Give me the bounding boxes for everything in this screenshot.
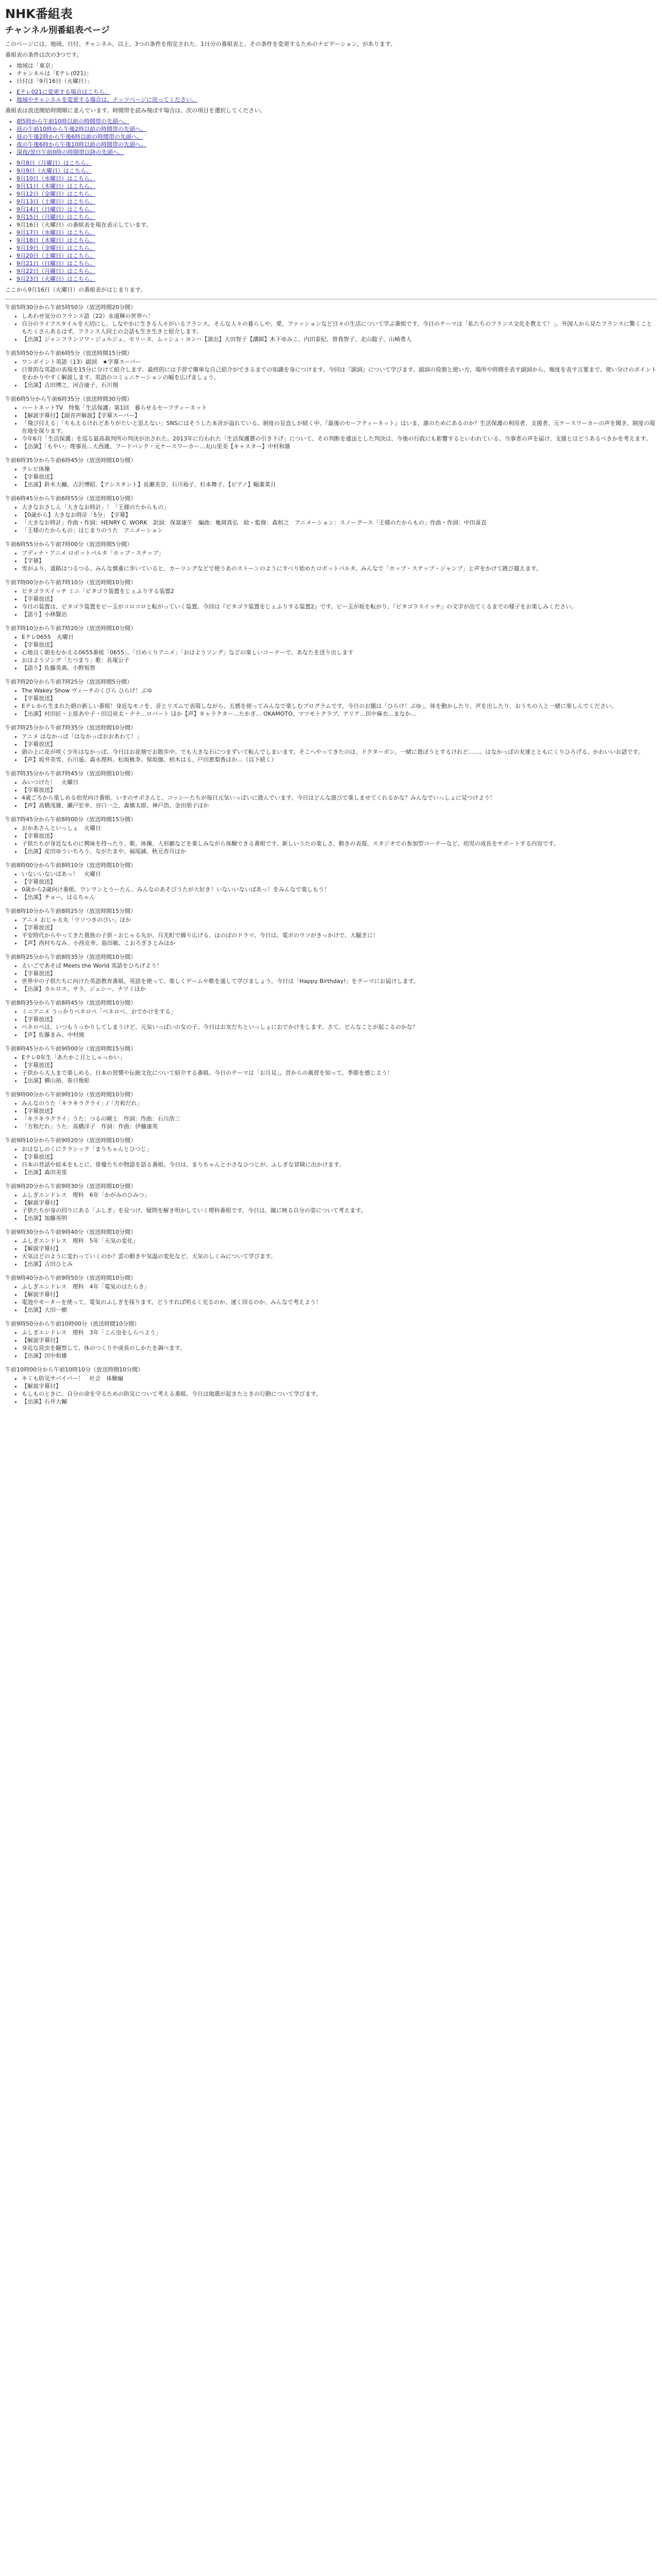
program-detail: • 【字幕放送】 <box>22 786 657 794</box>
program-detail: • 【声】西村ちなみ、小西克幸、島田敏、こおろぎさとみほか <box>22 939 657 947</box>
program-detail: • 【字幕放送】 <box>22 473 657 481</box>
program-title: • ピタゴラスイッチ ミニ「ピタゴラ装置をじぇふりする装置2 <box>22 587 657 595</box>
program-detail: • 世界中の子供たちに向けた英語教育番組。英語を使って、楽しくゲームや歌を通して学びましょう。今日は「Happy Birthday!」をテーマにお届けします。 <box>22 977 657 985</box>
program-time: 午前8時25分から午前8時35分（放送時間10分間） <box>5 954 136 960</box>
program-item <box>5 1045 657 1084</box>
program-details <box>14 733 657 764</box>
program-details <box>14 778 657 809</box>
program-time: 午前9時50分から午前10時00分（放送時間10分間） <box>5 1320 140 1327</box>
program-title: • ハートネットTV 特集「生活保護」第1回 暮らせるセーフティーネット <box>22 404 657 412</box>
program-time: 午前5時30分から午前5時50分（放送時間20分間） <box>5 304 136 311</box>
program-item <box>5 540 657 572</box>
program-time: 午前8時00分から午前8時10分（放送時間10分間） <box>5 862 136 869</box>
program-time: 午前6時35分から午前6時45分（放送時間10分間） <box>5 457 136 464</box>
program-detail: • 電池やモーターを使って、電気のふしぎを探ります。どうすれば明るく光るのか、速く回るのか、みんなで考えよう！ <box>22 1298 657 1306</box>
program-detail: • 【字幕放送】 <box>22 832 657 840</box>
program-detail: • ペネロペは、いつもうっかりしてしまうけど、元気いっぱいの女の子。今日はお友だちといっしょにおでかけをします。さて、どんなことが起こるのかな？ <box>22 1023 657 1031</box>
program-detail: • 「飛び付える」「ちもえるけれどありがたいと思えない」SNSにはそうした本音が溢れている。制度の見直しが続く中、『最後のセーフティーネット』はいま、誰のためにあるのか？生活保護の利用者、支援者、元ケースワーカーの声を聞き、制度の現在地を探ります。 <box>22 419 657 435</box>
date-link[interactable]: 9月21日（日曜日）はこちら。 <box>16 260 95 267</box>
program-details <box>14 1145 657 1176</box>
date-current: 9月16日（火曜日）の番組表を現在表示しています。 <box>16 222 152 228</box>
program-detail: • Eテレから生まれた朝の新しい番組！身近なモノを、音とリズムで表現しながら、五感を使ってみんなで楽しむプログラムです。今日のお題は「ひらけ！ぷゆ」。体を動かしたり、声を出したり、おうちの人と一緒に楽しんでください。 <box>22 702 657 710</box>
program-detail: • 【字幕放送】 <box>22 924 657 931</box>
time-link-evening[interactable]: 夜の午後6時から午後10時以前の時間帯の先頭へ。 <box>16 141 146 148</box>
program-time: 午前7時45分から午前8時00分（放送時間15分間） <box>5 816 136 823</box>
date-links <box>5 159 657 283</box>
program-time: 午前8時10分から午前8時25分（放送時間15分間） <box>5 908 136 914</box>
date-link[interactable]: 9月13日（土曜日）はこちら。 <box>16 198 95 205</box>
program-detail: • 今年6月「生活保護」を巡る最高裁判所の判決が出された。2013年に行われた「生活保護費の引き下げ」について、その判断を違法とした判決は、今後の行政にも影響するといわれている。当事者の声を届け、支援とはどうあるべきかを考えます。 <box>22 435 657 443</box>
program-list <box>5 303 657 1405</box>
program-details <box>14 587 657 618</box>
program-detail: • 今日の装置は、ピタゴラ装置をビー玉がコロコロと転がっていく装置。今回は『ピタゴラ装置をじぇふりする装置2』です。ビー玉が坂を転がり、『ピタゴラスイッチ』の文字が出てくるまでの様子をお楽しみください。 <box>22 603 657 611</box>
program-detail: • 子供たちが身近なものに興味を持ったり、歌、体操、人形劇などを楽しみながら体験できる番組です。新しいうたの楽しさ、動きの表現、スタジオでの参加型コーナーなど、幼児の成長をサポートする内容です。 <box>22 840 657 848</box>
program-time: 午前5時50分から午前6時5分（放送時間15分間） <box>5 350 133 357</box>
program-title: • The Wakey Show ヴィーチのくびら ひらけ！ぷゆ <box>22 687 657 694</box>
program-details <box>14 916 657 947</box>
program-item <box>5 861 657 901</box>
program-item <box>5 579 657 618</box>
date-link[interactable]: 9月18日（木曜日）はこちら。 <box>16 237 95 244</box>
program-detail: • 【声】佐藤まみ、中村綾 <box>22 1031 657 1039</box>
program-time: 午前7時00分から午前7時10分（放送時間10分間） <box>5 579 136 586</box>
program-time: 午前6時45分から午前6時55分（放送時間10分間） <box>5 495 136 502</box>
program-detail: • 【出演】大田一樹 <box>22 1306 657 1314</box>
date-link[interactable]: 9月17日（水曜日）はこちら。 <box>16 229 95 236</box>
date-link[interactable]: 9月10日（水曜日）はこちら。 <box>16 175 95 182</box>
program-detail: • 【解説字幕付】 <box>22 1336 657 1344</box>
program-details <box>14 1237 657 1268</box>
program-details <box>14 465 657 488</box>
program-detail: • 4歳ごろから楽しめる幼児向け番組。いすのサボさんと、コッシーたちが毎日元気いっぱいに遊んでいます。今日はどんな遊びで楽しませてくれるかな？みんなでいっしょに見つけよう！ <box>22 794 657 802</box>
program-title: • みんなのうた「キラキラクライ」/「方和だれ」 <box>22 1099 657 1107</box>
program-title: • Eテレ0655 火曜日 <box>22 633 657 641</box>
program-details <box>14 1375 657 1405</box>
program-item <box>5 953 657 993</box>
program-detail: • 【出演】森田美里 <box>22 1168 657 1176</box>
program-detail: • 【声】坂井美雪、石川遥、森永理科、松坂桃李、保坂伽、柏木はる、戸田恵梨香ほか…（以下続く） <box>22 756 657 764</box>
intro-description: このページには、地域、日付、チャンネル、以上、3つの条件を指定された、1日分の番組表と、その条件を変更するためのナビゲーション、があります。 <box>5 41 396 47</box>
program-details <box>14 633 657 672</box>
time-link-afternoon[interactable]: 昼の午後2時から午後6時以前の時間帯の先頭へ。 <box>16 133 143 140</box>
program-item <box>5 770 657 809</box>
program-item <box>5 349 657 389</box>
program-detail: • 【字幕放送】 <box>22 595 657 603</box>
program-detail: • 【出演】加藤英明 <box>22 1214 657 1222</box>
time-heading: 番組表は放送開始時間順に並んでいます。時間帯を読み飛ばす場合は、次の項目を選択してください。 <box>5 107 266 114</box>
program-detail: • 【字幕放送】 <box>22 1015 657 1023</box>
program-detail: • 雪がふり、道路はつるつる。みんな慎重に歩いていると、カーリングなどで使うあのストーンのようにすべり始めたロボットパルタ。みんなで「ホップ・ステップ・ジャンプ」と声をかけて跳び越えます。 <box>22 565 657 572</box>
program-time: 午前6時55分から午前7時00分（放送時間5分間） <box>5 541 133 548</box>
program-details <box>14 312 657 343</box>
program-detail: • 【語り】佐藤英典、小野坂智 <box>22 664 657 672</box>
back-to-top-link[interactable]: 地域やチャンネルを変更する場合は、ナッツページに戻ってください。 <box>16 96 197 103</box>
program-details <box>14 962 657 993</box>
program-details <box>14 1329 657 1360</box>
date-link[interactable]: 9月22日（月曜日）はこちら。 <box>16 268 95 275</box>
program-detail: • 子供たちが身の回りにある「ふしぎ」を見つけ、疑問を解き明かしていく理科番組です。今日は、鏡に映る自分の姿について考えます。 <box>22 1207 657 1214</box>
program-detail: • 【字幕放送】 <box>22 641 657 649</box>
program-detail: • 【解説字幕付】 <box>22 1291 657 1298</box>
program-time: 午前8時35分から午前8時45分（放送時間10分間） <box>5 999 136 1006</box>
program-details <box>14 358 657 389</box>
program-details <box>14 870 657 901</box>
program-time: 午前7時25分から午前7時35分（放送時間10分間） <box>5 724 136 731</box>
page-subtitle: チャンネル別番組表ページ <box>5 25 110 36</box>
program-details <box>14 549 657 572</box>
program-item <box>5 1137 657 1176</box>
program-detail: • 心地良く朝をむかえる0655番組「0655」。「日めくりアニメ」「おはようソング」などの楽しいコーナーで、あなたを送り出します <box>22 649 657 656</box>
program-title: • おかあさんといっしょ 火曜日 <box>22 824 657 832</box>
program-detail: • 【出演】カルロス、サラ、ジェシー、ナツミほか <box>22 985 657 993</box>
program-detail: • 「大きなお時計」作曲・作詞：HENRY C. WORK 訳詞：保富康午 編曲：亀岡真弘 絵・監修：森和之 アニメーション：スノーグース「王様のたからもの」作曲・作詞：中田喜直 <box>22 519 657 527</box>
program-detail: • 自分のライフスタイルを大切にし、しなやかに生きる人々がいるフランス。そんな人々の暮らしや、愛、ファッションなど日々の生活について学ぶ番組です。今日のテーマは「私たちのフランス文化を教えて！」。外国人から見たフランスに驚くこともたくさんあるはず。フランス人同士の会話も生き生きと紹介します。 <box>22 320 657 335</box>
program-title: • アニメ おじゃる丸「ウソつきのぴい」ほか <box>22 916 657 924</box>
time-slot-links <box>5 117 657 156</box>
program-detail: • 【声】高橋茂雄、瀬戸宏幸、谷口一之、森慎太郎、神戸浩、金田朋子ほか <box>22 802 657 809</box>
program-detail: • 【解説字幕付】【副音声解説】【字幕スーパー】 <box>22 412 657 419</box>
program-detail: • 「方和だれ」うた：高橋洋子 作詞：作曲：伊藤康英 <box>22 1123 657 1130</box>
program-detail: • 【字幕放送】 <box>22 878 657 886</box>
program-title: • Eテレ0年生「あたかこ月としゃっかい」 <box>22 1054 657 1061</box>
program-title: • キミも防災サバイバー！ 社会 体験編 <box>22 1375 657 1382</box>
time-link-night[interactable]: 深夜/翌日午前0時の時間帯以降の先頭へ。 <box>16 149 124 156</box>
program-item <box>5 456 657 488</box>
program-detail: • 「キラキラクライ」うた：つるの剛士 作詞：作曲：石川浩二 <box>22 1115 657 1123</box>
program-detail: • おはようソング「たつまり」歌：長塚公子 <box>22 656 657 664</box>
program-title: • 大きなおさしん「大きなお時計」！「王様のたからもの」 <box>22 503 657 511</box>
program-detail: • 【出演】花田ゆういちろう、ながたまや、福尾誠、秋元杏月ほか <box>22 848 657 855</box>
program-detail: • 頭の上に花が咲く少年はなかっぱ。今日はお花畑でお散歩中。でも大きな石につまずいて転んでしまいます。そこへやってきたのは、ドクターボン。一緒に遊ぼうとするけれど……。はなかっぱの友達とともにくりひろげる、かわいいお話です。 <box>22 748 657 756</box>
date-link[interactable]: 9月20日（土曜日）はこちら。 <box>16 252 95 259</box>
program-title: • いないいないばあっ！ 火曜日 <box>22 870 657 878</box>
program-item <box>5 1274 657 1314</box>
program-item <box>5 624 657 672</box>
program-detail: • 【解説字幕付】 <box>22 1382 657 1390</box>
program-detail: • 【字幕放送】 <box>22 1061 657 1069</box>
program-item <box>5 1091 657 1130</box>
program-title: • ブディナ・アニメ ロボットパルタ「ホップ・ステップ」 <box>22 549 657 557</box>
program-item <box>5 999 657 1039</box>
program-item <box>5 678 657 718</box>
time-link-morning[interactable]: 朝5時から午前10時以前の時間帯の先頭へ。 <box>16 118 129 125</box>
program-detail: • 【語り】小林賢治 <box>22 611 657 618</box>
program-title: • おはなしのくにクラシック「まりちゃんとひつじ」 <box>22 1145 657 1153</box>
program-details <box>14 503 657 534</box>
program-item <box>5 907 657 947</box>
date-link[interactable]: 9月23日（火曜日）はこちら。 <box>16 276 95 282</box>
program-item <box>5 816 657 855</box>
program-detail: • 【字幕放送】 <box>22 694 657 702</box>
date-link[interactable]: 9月8日（月曜日）はこちら。 <box>16 160 92 166</box>
program-time: 午前9時00分から午前9時10分（放送時間10分間） <box>5 1091 136 1098</box>
conditions-list <box>5 62 657 85</box>
program-detail: • 【0歳から】大きなお時計「5分」 【字幕】 <box>22 511 657 519</box>
program-details <box>14 1283 657 1314</box>
time-link-noon[interactable]: 昼の午前10時から午後2時以前の時間帯の先頭へ。 <box>16 126 146 132</box>
program-time: 午前9時30分から午前9時40分（放送時間10分間） <box>5 1229 136 1235</box>
program-detail: • 【出演】村田匠・上原あや子・田辺亮太・ナナ…ロバート ほか【声】キャラクター…たかぎ… OKAMOTO、マツモトクラブ、アリア…田中麻衣…まなか… <box>22 710 657 718</box>
program-detail: • 0歳から2歳向け番組。ワンワンとうーたん、みんなのあそびうたが大好き！いないいないばあっ！をみんなで楽しもう！ <box>22 886 657 893</box>
program-details <box>14 1054 657 1084</box>
date-link[interactable]: 9月15日（月曜日）はこちら。 <box>16 214 95 221</box>
program-detail: • 【出演】田中和雄 <box>22 1352 657 1360</box>
program-title: • ワンポイント英語（13）副詞 ★字幕スーパー <box>22 358 657 366</box>
program-details <box>14 824 657 855</box>
condition-channel: • チャンネルは「Eテレ(021)」 <box>16 70 657 77</box>
program-detail: • 【字幕放送】 <box>22 1153 657 1161</box>
page-title: NHK番組表 <box>5 7 73 21</box>
program-detail: • 身近な昆虫を観察して、体のつくりや成長のしかたを調べます。 <box>22 1344 657 1352</box>
program-detail: • 【解説字幕付】 <box>22 1199 657 1207</box>
program-detail: • 【出演】チョー、はるちゃん <box>22 893 657 901</box>
program-detail: • 【出演】鈴木大輔、吉沢博昭、【アシスタント】長瀬美奈、石川裕子、杉本舞子、【ピアノ】幅薬菜月 <box>22 481 657 488</box>
program-detail: • 【出演】吉田ひとみ <box>22 1260 657 1268</box>
program-item <box>5 395 657 450</box>
program-title: • アニメ はなかっぱ「はなかっぱおおあわて！」 <box>22 733 657 740</box>
date-link[interactable]: 9月12日（金曜日）はこちら。 <box>16 191 95 197</box>
program-detail: • 【出演】横山裕、春日俊彰 <box>22 1077 657 1084</box>
program-title: • ミニアニメ うっかりペネロペ「ペネロペ、おでかけをする」 <box>22 1008 657 1015</box>
date-link[interactable]: 9月9日（火曜日）はこちら。 <box>16 167 92 174</box>
program-detail: • 「王様のたからもの」はじまりのうた アニメーション <box>22 527 657 534</box>
program-title: • ふしぎエンドレス 理科 5年「天気の変化」 <box>22 1237 657 1245</box>
program-detail: • 【解説字幕付】 <box>22 1245 657 1252</box>
program-detail: • 【出演】吉田博之、河合康子、石川翔 <box>22 381 657 389</box>
program-details <box>14 1191 657 1222</box>
date-link[interactable]: 9月14日（日曜日）はこちら。 <box>16 206 95 213</box>
program-detail: • 【出演】ジャンフランソワ・ジュルジェ、セリーヌ、ムッシュ・ヨンハ【演出】大田智子【講師】木下ゆみこ、内田泰紀、曽我智子、北山聡子、山崎勇人 <box>22 335 657 343</box>
program-time: 午前9時20分から午前9時30分（放送時間10分間） <box>5 1183 136 1190</box>
program-detail: • 天気はどのように変わっていくのか？雲の動きや気温の変化など、天気のしくみについて学びます。 <box>22 1252 657 1260</box>
program-detail: • 日常的な英語の表現を15分に分けて紹介します。最終的には予習で簡単な自己紹介ができるまでの知識を身につけます。今回は『副詞』について学びます。副詞の役割と使い方、場所や時間を表す副詞から、頻度を表す言葉まで、使い分けのポイントをわかりやすく解説します。英語のコミュニケーションの幅を広げましょう。 <box>22 366 657 381</box>
date-link[interactable]: 9月11日（木曜日）はこちら。 <box>16 183 95 190</box>
program-details <box>14 687 657 718</box>
program-detail: • もしものときに、自分の命を守るための防災について考える番組。今日は地震が起きたときの行動について学びます。 <box>22 1390 657 1398</box>
program-title: • みいつけた！ 火曜日 <box>22 778 657 786</box>
program-detail: • 【字幕放送】 <box>22 740 657 748</box>
condition-date: • 日付は「9月16日（火曜日）」 <box>16 77 657 85</box>
program-item <box>5 1366 657 1405</box>
program-time: 午前7時35分から午前7時45分（放送時間10分間） <box>5 770 136 777</box>
program-detail: • 子供から大人まで楽しめる、日本の習慣や伝統文化について紹介する番組。今日のテーマは「お月見」。昔からの風習を知って、季節を感じよう！ <box>22 1069 657 1077</box>
program-time: 午前10時00分から午前10時10分（放送時間10分間） <box>5 1366 143 1373</box>
program-item <box>5 1182 657 1222</box>
program-time: 午前6時5分から午前6時35分（放送時間30分間） <box>5 396 133 402</box>
program-time: 午前9時40分から午前9時50分（放送時間10分間） <box>5 1275 136 1281</box>
program-detail: • 日本の昔話や絵本をもとに、俳優たちが物語を語る番組。今日は、まりちゃんと小さなひつじが、ふしぎな冒険に出かけます。 <box>22 1161 657 1168</box>
program-item <box>5 724 657 764</box>
program-detail: • 【字幕】 <box>22 557 657 565</box>
program-item <box>5 1228 657 1268</box>
program-details <box>14 1008 657 1039</box>
program-detail: • 【字幕放送】 <box>22 970 657 977</box>
program-item <box>5 495 657 534</box>
conditions-heading: 番組表の条件は次の3つです。 <box>5 52 82 58</box>
program-title: • えいごであそぼ Meets the World 英語をひろげよう！ <box>22 962 657 970</box>
date-link[interactable]: 9月19日（金曜日）はこちら。 <box>16 245 95 251</box>
list-start-text: ここから9月16日（火曜日）の番組表がはじまります。 <box>5 286 146 293</box>
program-item <box>5 303 657 343</box>
program-detail: • 【出演】「もやい」理事長…大西連、フードバンク・元ケースワーカー…丸山里美【キャスター】中村和雄 <box>22 443 657 450</box>
program-time: 午前9時10分から午前9時20分（放送時間10分間） <box>5 1137 136 1144</box>
program-title: • ふしぎエンドレス 理科 4年「電気のはたらき」 <box>22 1283 657 1291</box>
program-item <box>5 1320 657 1360</box>
program-title: • ふしぎエンドレス 理科 6年「かがみのひみつ」 <box>22 1191 657 1199</box>
condition-region: • 地域は「東京」 <box>16 62 657 70</box>
program-title: • しあわせ気分のフランス語（22）永遠輝の世界へ！ <box>22 312 657 320</box>
program-time: 午前7時10分から午前7時20分（放送時間10分間） <box>5 625 136 632</box>
program-details <box>14 404 657 450</box>
change-links <box>5 88 657 104</box>
change-channel-link[interactable]: Eテレ021に変更する場合はこちら。 <box>16 89 110 95</box>
program-detail: • 【出演】石井大輔 <box>22 1398 657 1405</box>
program-details <box>14 1099 657 1130</box>
program-detail: • 【字幕放送】 <box>22 1107 657 1115</box>
program-detail: • 平安時代からやってきた貴族の子供・おじゃる丸が、月光町で繰り広げる、ほのぼのドラマ。今日は、電ボのウソがきっかけで、大騒ぎに！ <box>22 931 657 939</box>
program-time: 午前7時20分から午前7時25分（放送時間5分間） <box>5 679 133 685</box>
program-title: • ふしぎエンドレス 理科 3年「こん虫をしらべよう」 <box>22 1329 657 1336</box>
program-time: 午前8時45分から午前9時00分（放送時間15分間） <box>5 1045 136 1052</box>
program-title: • テレビ体操 <box>22 465 657 473</box>
